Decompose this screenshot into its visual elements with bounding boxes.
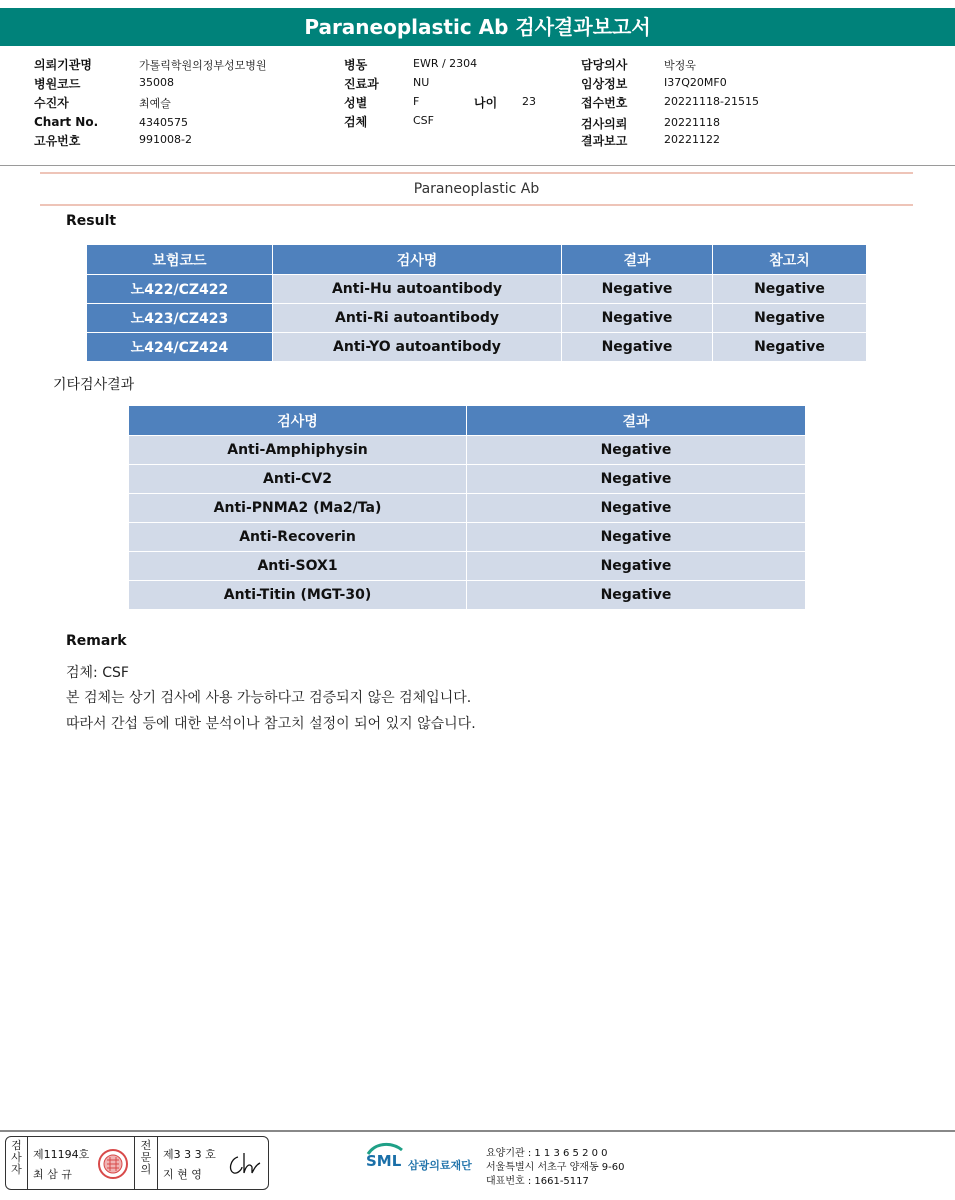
reference-cell: Negative <box>713 275 867 304</box>
info-label: 수진자 <box>34 96 69 110</box>
inspector-name: 최 삼 규 <box>33 1168 72 1181</box>
info-value: 가톨릭학원의정부성모병원 <box>139 59 267 72</box>
info-label: 검체 <box>344 115 368 129</box>
table-row <box>129 465 806 494</box>
test-name-cell: Anti-Recoverin <box>129 523 467 552</box>
logo-mark: SML <box>366 1152 402 1170</box>
table-row <box>87 333 867 362</box>
info-label: 진료과 <box>344 77 379 91</box>
result-cell: Negative <box>562 333 713 362</box>
reference-cell: Negative <box>713 304 867 333</box>
insurance-code-cell: 노422/CZ422 <box>87 275 273 304</box>
signature-box <box>5 1136 269 1190</box>
remark-line: 따라서 간섭 등에 대한 분석이나 참고치 설정이 되어 있지 않습니다. <box>66 716 476 732</box>
table-row <box>87 275 867 304</box>
test-name-cell: Anti-SOX1 <box>129 552 467 581</box>
result-heading: Result <box>66 213 117 229</box>
column-header: 결과 <box>562 245 713 275</box>
official-seal-icon <box>97 1148 129 1180</box>
other-results-heading: 기타검사결과 <box>53 377 135 393</box>
result-table <box>86 244 867 362</box>
patient-info-block <box>0 48 955 166</box>
test-name-cell: Anti-PNMA2 (Ma2/Ta) <box>129 494 467 523</box>
test-name-cell: Anti-Amphiphysin <box>129 436 467 465</box>
column-header: 결과 <box>467 406 806 436</box>
column-header: 보험코드 <box>87 245 273 275</box>
info-label: Chart No. <box>34 115 99 129</box>
info-label: 의뢰기관명 <box>34 58 92 72</box>
remark-line: 검체: CSF <box>66 665 129 681</box>
info-label: 나이 <box>474 96 498 110</box>
remark-line: 본 검체는 상기 검사에 사용 가능하다고 검증되지 않은 검체입니다. <box>66 690 472 706</box>
inspector-label <box>6 1137 28 1189</box>
result-cell: Negative <box>467 581 806 610</box>
report-title: Paraneoplastic Ab 검사결과보고서 <box>0 8 955 46</box>
info-label: 담당의사 <box>581 58 628 72</box>
info-value: EWR / 2304 <box>413 57 478 70</box>
remark-heading: Remark <box>66 633 127 649</box>
section-divider-top <box>40 172 913 174</box>
info-label: 접수번호 <box>581 96 628 110</box>
result-cell: Negative <box>467 465 806 494</box>
sml-logo <box>366 1142 486 1182</box>
result-cell: Negative <box>467 436 806 465</box>
insurance-code-cell: 노424/CZ424 <box>87 333 273 362</box>
result-cell: Negative <box>467 552 806 581</box>
info-label: 검사의뢰 <box>581 117 628 131</box>
section-divider-bottom <box>40 204 913 206</box>
test-name-cell: Anti-Hu autoantibody <box>273 275 562 304</box>
info-value: 20221118 <box>664 116 720 129</box>
logo-name: 삼광의료재단 <box>408 1159 472 1172</box>
result-cell: Negative <box>562 275 713 304</box>
inspector-label-text: 검사자 <box>11 1139 22 1176</box>
column-header: 검사명 <box>129 406 467 436</box>
info-value: NU <box>413 76 430 89</box>
test-name-cell: Anti-CV2 <box>129 465 467 494</box>
info-label: 병원코드 <box>34 77 81 91</box>
section-title: Paraneoplastic Ab <box>413 181 540 197</box>
result-cell: Negative <box>467 523 806 552</box>
info-value: 20221118-21515 <box>664 95 759 108</box>
doctor-label-text: 전문의 <box>140 1139 152 1176</box>
doctor-label <box>134 1137 158 1189</box>
table-header-row <box>87 245 867 275</box>
info-label: 성별 <box>344 96 368 110</box>
footer-address-line: 요양기관 : 1 1 3 6 5 2 0 0 <box>486 1148 608 1159</box>
footer-divider <box>0 1130 955 1132</box>
info-value: 4340575 <box>139 116 188 129</box>
info-value: 최예슬 <box>139 97 171 110</box>
column-header: 참고치 <box>713 245 867 275</box>
table-row <box>129 581 806 610</box>
result-cell: Negative <box>562 304 713 333</box>
footer-address-line: 대표번호 : 1661-5117 <box>486 1176 589 1187</box>
column-header: 검사명 <box>273 245 562 275</box>
test-name-cell: Anti-YO autoantibody <box>273 333 562 362</box>
table-row <box>129 436 806 465</box>
test-name-cell: Anti-Ri autoantibody <box>273 304 562 333</box>
info-value: 박정욱 <box>664 59 696 72</box>
info-label: 병동 <box>344 58 368 72</box>
footer-address-line: 서울특별시 서초구 양재동 9-60 <box>486 1162 625 1173</box>
info-value: F <box>413 95 420 108</box>
info-value: 23 <box>522 95 536 108</box>
info-value: 991008-2 <box>139 133 192 146</box>
table-row <box>87 304 867 333</box>
info-value: 20221122 <box>664 133 720 146</box>
info-value: 35008 <box>139 76 174 89</box>
test-name-cell: Anti-Titin (MGT-30) <box>129 581 467 610</box>
info-label: 결과보고 <box>581 134 628 148</box>
info-label: 고유번호 <box>34 134 81 148</box>
info-label: 임상정보 <box>581 77 628 91</box>
reference-cell: Negative <box>713 333 867 362</box>
info-value: CSF <box>413 114 434 127</box>
doctor-license-number: 제3 3 3 호 <box>163 1148 216 1161</box>
table-header-row <box>129 406 806 436</box>
table-row <box>129 552 806 581</box>
table-row <box>129 494 806 523</box>
inspector-license-number: 제11194호 <box>33 1148 90 1161</box>
handwritten-signature-icon <box>224 1149 264 1179</box>
other-results-table <box>128 405 806 610</box>
result-cell: Negative <box>467 494 806 523</box>
insurance-code-cell: 노423/CZ423 <box>87 304 273 333</box>
table-row <box>129 523 806 552</box>
info-value: I37Q20MF0 <box>664 76 727 89</box>
doctor-name: 지 현 영 <box>163 1168 202 1181</box>
